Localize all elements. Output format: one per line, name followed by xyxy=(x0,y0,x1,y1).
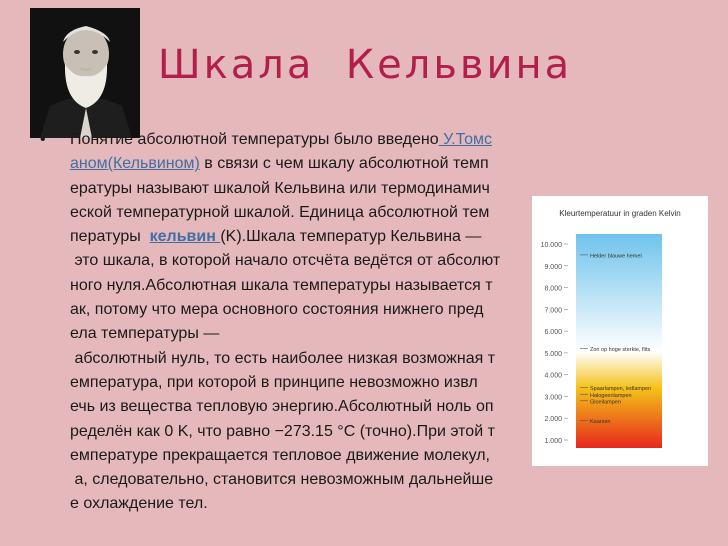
tick-label: 4.000 xyxy=(544,372,562,380)
text-run: е охлаждение тел. xyxy=(70,495,208,513)
portrait-image xyxy=(30,8,140,138)
text-line xyxy=(40,468,520,492)
text-run: емпературе прекращается тепловое движение молекул, xyxy=(70,446,490,464)
text-run: Понятие абсолютной температуры было введено xyxy=(70,131,439,148)
annotation-label: Zon op hoge sterkte, flits xyxy=(590,347,651,354)
kelvin-portrait-drawing xyxy=(30,8,140,138)
color-temperature-scale xyxy=(532,196,708,466)
tick-label: 8.000 xyxy=(544,285,562,293)
text-line xyxy=(40,322,520,346)
annotation-label: Halogeenlampen xyxy=(590,392,632,399)
hyperlink[interactable]: У.Томс xyxy=(438,131,492,148)
text-run: абсолютный нуль, то есть наиболее низкая возможная т xyxy=(70,349,496,367)
temperature-gradient-bar xyxy=(576,234,662,448)
text-run: пературы xyxy=(70,228,150,246)
hyperlink[interactable]: кельвин xyxy=(149,228,221,246)
text-run: ного нуля.Абсолютная шкала температуры называется т xyxy=(70,276,493,294)
kelvin-color-temperature-chart xyxy=(532,196,708,466)
bullet-marker: • xyxy=(40,131,46,148)
slide-title: Шкала Кельвина xyxy=(157,42,573,88)
text-run: в связи с чем шкалу абсолютной темп xyxy=(199,155,489,173)
hyperlink[interactable]: аном(Кельвином) xyxy=(70,155,200,173)
text-run: еской температурной шкалой. Единица абсолютной тем xyxy=(70,203,490,221)
text-run: (K).Шкала температур Кельвина — xyxy=(220,228,482,246)
annotation-label: Spaarlampen, ledlampen xyxy=(590,386,652,393)
text-line xyxy=(40,298,520,322)
text-line xyxy=(40,152,520,176)
tick-label: 5.000 xyxy=(544,350,562,358)
tick-label: 3.000 xyxy=(544,394,562,402)
annotation-label: Gloeilampen xyxy=(590,399,621,406)
text-line xyxy=(40,371,520,395)
text-line xyxy=(40,395,520,419)
text-line xyxy=(40,225,520,249)
text-line xyxy=(40,128,520,152)
text-run: а, следовательно, становится невозможным дальнейше xyxy=(70,471,494,489)
text-line xyxy=(40,444,520,468)
annotation-label: Kaarsen xyxy=(590,418,611,425)
text-line xyxy=(40,492,520,516)
text-line xyxy=(40,249,520,273)
text-run: ределён как 0 K, что равно −273.15 °C (точно).При этой т xyxy=(70,422,495,440)
text-run: ературы называют шкалой Кельвина или термодинамич xyxy=(70,179,490,197)
tick-label: 9.000 xyxy=(544,263,562,271)
text-line xyxy=(40,347,520,371)
tick-label: 10.000 xyxy=(540,242,562,249)
text-run: емпература, при которой в принципе невозможно извл xyxy=(70,373,478,391)
text-run: ечь из вещества тепловую энергию.Абсолютный ноль оп xyxy=(70,398,494,416)
body-text xyxy=(40,128,520,517)
paragraph xyxy=(40,128,520,517)
text-line xyxy=(40,420,520,444)
tick-label: 1.000 xyxy=(544,438,562,445)
text-line xyxy=(40,201,520,225)
tick-label: 2.000 xyxy=(544,416,562,424)
text-run: ак, потому что мера основного состояния нижнего пред xyxy=(70,301,484,319)
annotation-label: Helder blauwe hemel xyxy=(590,253,642,260)
text-run: это шкала, в которой начало отсчёта ведётся от абсолют xyxy=(70,252,501,270)
tick-label: 7.000 xyxy=(544,307,562,315)
text-line xyxy=(40,177,520,201)
tick-label: 6.000 xyxy=(544,329,562,337)
text-line xyxy=(40,274,520,298)
text-run: ела температуры — xyxy=(70,325,220,343)
chart-title: Kleurtemperatuur in graden Kelvin xyxy=(559,209,681,218)
